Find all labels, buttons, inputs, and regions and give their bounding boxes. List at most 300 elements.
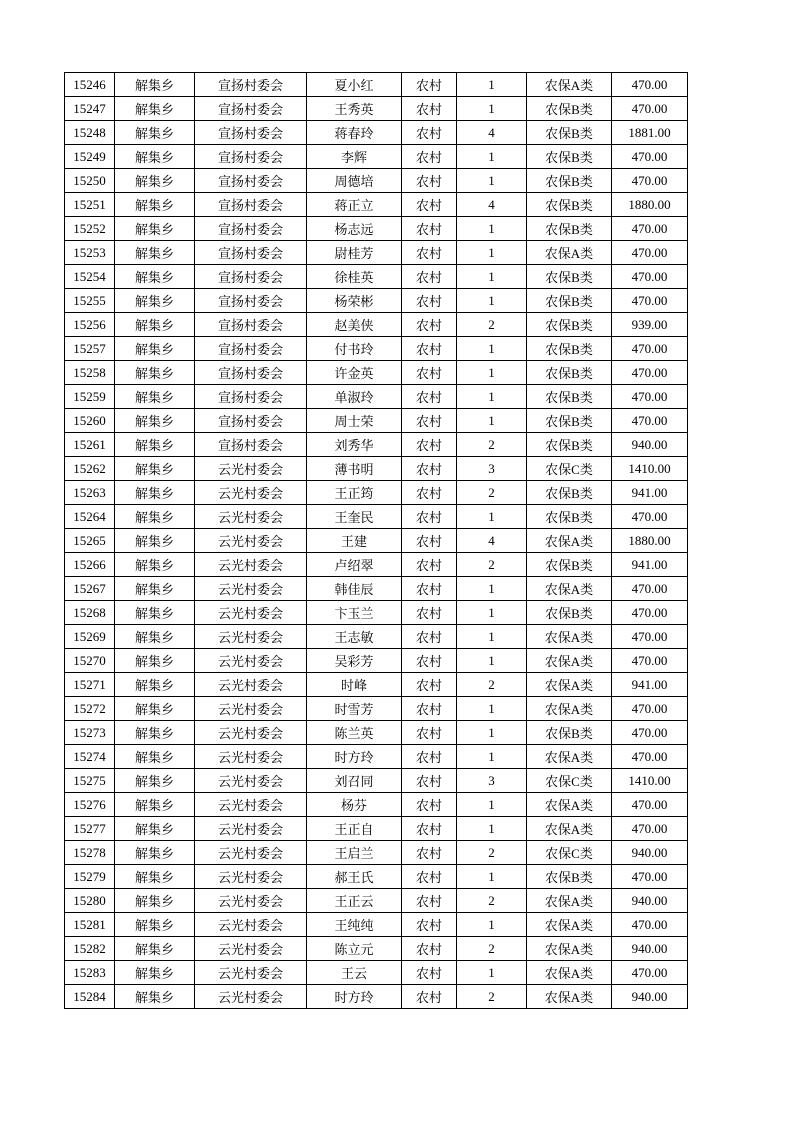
cell-committee: 云光村委会 — [195, 577, 307, 601]
cell-township: 解集乡 — [115, 577, 195, 601]
cell-id: 15250 — [65, 169, 115, 193]
table-row — [65, 745, 688, 769]
cell-name: 王云 — [307, 961, 402, 985]
cell-category: 农保B类 — [527, 553, 612, 577]
cell-id: 15284 — [65, 985, 115, 1009]
table-row — [65, 265, 688, 289]
cell-category: 农保A类 — [527, 985, 612, 1009]
cell-residence: 农村 — [402, 217, 457, 241]
cell-count: 1 — [457, 913, 527, 937]
cell-category: 农保A类 — [527, 937, 612, 961]
cell-amount: 470.00 — [612, 145, 688, 169]
cell-committee: 云光村委会 — [195, 673, 307, 697]
table-row — [65, 361, 688, 385]
cell-township: 解集乡 — [115, 529, 195, 553]
table-row — [65, 601, 688, 625]
cell-category: 农保B类 — [527, 865, 612, 889]
cell-category: 农保B类 — [527, 265, 612, 289]
cell-residence: 农村 — [402, 169, 457, 193]
cell-amount: 470.00 — [612, 97, 688, 121]
cell-amount: 470.00 — [612, 601, 688, 625]
cell-amount: 470.00 — [612, 745, 688, 769]
cell-name: 周德培 — [307, 169, 402, 193]
table-row — [65, 433, 688, 457]
cell-amount: 470.00 — [612, 913, 688, 937]
table-row — [65, 937, 688, 961]
cell-residence: 农村 — [402, 97, 457, 121]
cell-category: 农保A类 — [527, 529, 612, 553]
cell-residence: 农村 — [402, 889, 457, 913]
cell-township: 解集乡 — [115, 961, 195, 985]
cell-amount: 1880.00 — [612, 193, 688, 217]
cell-category: 农保C类 — [527, 457, 612, 481]
cell-id: 15262 — [65, 457, 115, 481]
cell-id: 15265 — [65, 529, 115, 553]
cell-residence: 农村 — [402, 673, 457, 697]
cell-id: 15274 — [65, 745, 115, 769]
cell-id: 15253 — [65, 241, 115, 265]
cell-id: 15273 — [65, 721, 115, 745]
cell-count: 1 — [457, 73, 527, 97]
cell-count: 1 — [457, 169, 527, 193]
cell-name: 王纯纯 — [307, 913, 402, 937]
cell-amount: 470.00 — [612, 409, 688, 433]
cell-township: 解集乡 — [115, 409, 195, 433]
cell-amount: 470.00 — [612, 625, 688, 649]
cell-category: 农保A类 — [527, 577, 612, 601]
cell-residence: 农村 — [402, 145, 457, 169]
cell-count: 1 — [457, 97, 527, 121]
table-row — [65, 481, 688, 505]
cell-committee: 云光村委会 — [195, 505, 307, 529]
table-row — [65, 865, 688, 889]
cell-committee: 宣扬村委会 — [195, 289, 307, 313]
cell-count: 1 — [457, 697, 527, 721]
table-row — [65, 841, 688, 865]
table-body — [65, 73, 688, 1009]
cell-amount: 470.00 — [612, 265, 688, 289]
cell-committee: 云光村委会 — [195, 793, 307, 817]
cell-category: 农保B类 — [527, 121, 612, 145]
cell-amount: 470.00 — [612, 169, 688, 193]
cell-count: 2 — [457, 985, 527, 1009]
table-row — [65, 889, 688, 913]
cell-residence: 农村 — [402, 937, 457, 961]
cell-township: 解集乡 — [115, 769, 195, 793]
cell-count: 1 — [457, 577, 527, 601]
cell-category: 农保B类 — [527, 601, 612, 625]
cell-name: 夏小红 — [307, 73, 402, 97]
cell-count: 1 — [457, 505, 527, 529]
cell-name: 王奎民 — [307, 505, 402, 529]
cell-id: 15256 — [65, 313, 115, 337]
cell-name: 杨芬 — [307, 793, 402, 817]
cell-id: 15272 — [65, 697, 115, 721]
cell-township: 解集乡 — [115, 217, 195, 241]
cell-name: 王秀英 — [307, 97, 402, 121]
cell-township: 解集乡 — [115, 553, 195, 577]
cell-residence: 农村 — [402, 481, 457, 505]
cell-count: 2 — [457, 481, 527, 505]
cell-count: 1 — [457, 241, 527, 265]
cell-amount: 470.00 — [612, 289, 688, 313]
cell-id: 15247 — [65, 97, 115, 121]
cell-residence: 农村 — [402, 193, 457, 217]
cell-committee: 云光村委会 — [195, 985, 307, 1009]
cell-committee: 宣扬村委会 — [195, 217, 307, 241]
cell-count: 4 — [457, 121, 527, 145]
cell-category: 农保A类 — [527, 625, 612, 649]
cell-residence: 农村 — [402, 505, 457, 529]
cell-category: 农保A类 — [527, 889, 612, 913]
table-row — [65, 289, 688, 313]
cell-count: 2 — [457, 553, 527, 577]
table-row — [65, 697, 688, 721]
cell-category: 农保A类 — [527, 697, 612, 721]
cell-name: 王志敏 — [307, 625, 402, 649]
cell-name: 王正云 — [307, 889, 402, 913]
cell-count: 1 — [457, 265, 527, 289]
cell-id: 15254 — [65, 265, 115, 289]
cell-category: 农保A类 — [527, 241, 612, 265]
cell-id: 15279 — [65, 865, 115, 889]
cell-count: 1 — [457, 409, 527, 433]
table-row — [65, 193, 688, 217]
cell-name: 吴彩芳 — [307, 649, 402, 673]
cell-committee: 云光村委会 — [195, 961, 307, 985]
cell-residence: 农村 — [402, 721, 457, 745]
cell-id: 15259 — [65, 385, 115, 409]
cell-township: 解集乡 — [115, 481, 195, 505]
cell-count: 1 — [457, 817, 527, 841]
cell-count: 1 — [457, 385, 527, 409]
table-row — [65, 145, 688, 169]
cell-amount: 470.00 — [612, 865, 688, 889]
cell-township: 解集乡 — [115, 265, 195, 289]
cell-id: 15269 — [65, 625, 115, 649]
cell-residence: 农村 — [402, 913, 457, 937]
cell-committee: 云光村委会 — [195, 817, 307, 841]
cell-id: 15246 — [65, 73, 115, 97]
cell-category: 农保A类 — [527, 649, 612, 673]
cell-committee: 宣扬村委会 — [195, 313, 307, 337]
table-row — [65, 529, 688, 553]
cell-amount: 470.00 — [612, 505, 688, 529]
cell-name: 杨志远 — [307, 217, 402, 241]
cell-committee: 云光村委会 — [195, 745, 307, 769]
cell-township: 解集乡 — [115, 289, 195, 313]
cell-category: 农保C类 — [527, 841, 612, 865]
cell-committee: 宣扬村委会 — [195, 73, 307, 97]
cell-amount: 470.00 — [612, 577, 688, 601]
cell-id: 15249 — [65, 145, 115, 169]
table-row — [65, 577, 688, 601]
table-row — [65, 625, 688, 649]
cell-amount: 941.00 — [612, 553, 688, 577]
table-row — [65, 769, 688, 793]
table-row — [65, 985, 688, 1009]
cell-count: 1 — [457, 961, 527, 985]
cell-name: 许金英 — [307, 361, 402, 385]
cell-category: 农保B类 — [527, 217, 612, 241]
cell-id: 15248 — [65, 121, 115, 145]
cell-count: 2 — [457, 433, 527, 457]
cell-township: 解集乡 — [115, 625, 195, 649]
cell-township: 解集乡 — [115, 145, 195, 169]
cell-name: 杨荣彬 — [307, 289, 402, 313]
cell-amount: 940.00 — [612, 937, 688, 961]
cell-amount: 470.00 — [612, 217, 688, 241]
cell-amount: 470.00 — [612, 817, 688, 841]
cell-category: 农保A类 — [527, 793, 612, 817]
cell-amount: 470.00 — [612, 73, 688, 97]
table-row — [65, 385, 688, 409]
cell-township: 解集乡 — [115, 361, 195, 385]
cell-residence: 农村 — [402, 793, 457, 817]
cell-name: 郝王氏 — [307, 865, 402, 889]
cell-count: 2 — [457, 937, 527, 961]
cell-amount: 940.00 — [612, 985, 688, 1009]
cell-township: 解集乡 — [115, 337, 195, 361]
cell-amount: 470.00 — [612, 961, 688, 985]
cell-count: 1 — [457, 745, 527, 769]
cell-residence: 农村 — [402, 361, 457, 385]
cell-residence: 农村 — [402, 241, 457, 265]
cell-count: 4 — [457, 193, 527, 217]
cell-committee: 宣扬村委会 — [195, 241, 307, 265]
cell-category: 农保B类 — [527, 313, 612, 337]
cell-residence: 农村 — [402, 553, 457, 577]
cell-name: 陈立元 — [307, 937, 402, 961]
cell-committee: 云光村委会 — [195, 889, 307, 913]
cell-category: 农保B类 — [527, 721, 612, 745]
cell-amount: 939.00 — [612, 313, 688, 337]
cell-id: 15277 — [65, 817, 115, 841]
cell-amount: 940.00 — [612, 841, 688, 865]
cell-township: 解集乡 — [115, 457, 195, 481]
cell-committee: 云光村委会 — [195, 529, 307, 553]
cell-name: 徐桂英 — [307, 265, 402, 289]
cell-category: 农保B类 — [527, 193, 612, 217]
cell-committee: 宣扬村委会 — [195, 409, 307, 433]
cell-id: 15275 — [65, 769, 115, 793]
cell-township: 解集乡 — [115, 385, 195, 409]
cell-township: 解集乡 — [115, 169, 195, 193]
cell-committee: 云光村委会 — [195, 457, 307, 481]
cell-amount: 470.00 — [612, 649, 688, 673]
cell-amount: 470.00 — [612, 793, 688, 817]
cell-name: 王建 — [307, 529, 402, 553]
cell-name: 蒋正立 — [307, 193, 402, 217]
cell-category: 农保B类 — [527, 337, 612, 361]
cell-name: 赵美侠 — [307, 313, 402, 337]
cell-id: 15271 — [65, 673, 115, 697]
cell-committee: 云光村委会 — [195, 769, 307, 793]
cell-amount: 470.00 — [612, 241, 688, 265]
cell-id: 15280 — [65, 889, 115, 913]
cell-committee: 云光村委会 — [195, 481, 307, 505]
cell-residence: 农村 — [402, 457, 457, 481]
cell-id: 15270 — [65, 649, 115, 673]
table-row — [65, 457, 688, 481]
cell-count: 2 — [457, 841, 527, 865]
cell-count: 1 — [457, 145, 527, 169]
cell-committee: 云光村委会 — [195, 865, 307, 889]
cell-name: 王正自 — [307, 817, 402, 841]
cell-committee: 宣扬村委会 — [195, 121, 307, 145]
cell-township: 解集乡 — [115, 649, 195, 673]
cell-name: 时方玲 — [307, 985, 402, 1009]
cell-name: 李辉 — [307, 145, 402, 169]
cell-township: 解集乡 — [115, 937, 195, 961]
cell-committee: 宣扬村委会 — [195, 433, 307, 457]
cell-count: 1 — [457, 337, 527, 361]
cell-category: 农保A类 — [527, 913, 612, 937]
cell-category: 农保C类 — [527, 769, 612, 793]
cell-name: 尉桂芳 — [307, 241, 402, 265]
cell-committee: 云光村委会 — [195, 841, 307, 865]
cell-category: 农保B类 — [527, 361, 612, 385]
cell-category: 农保B类 — [527, 145, 612, 169]
cell-committee: 云光村委会 — [195, 697, 307, 721]
table-row — [65, 553, 688, 577]
cell-id: 15257 — [65, 337, 115, 361]
table-row — [65, 313, 688, 337]
cell-id: 15276 — [65, 793, 115, 817]
cell-count: 4 — [457, 529, 527, 553]
cell-township: 解集乡 — [115, 745, 195, 769]
cell-township: 解集乡 — [115, 673, 195, 697]
cell-committee: 云光村委会 — [195, 625, 307, 649]
cell-category: 农保B类 — [527, 481, 612, 505]
cell-residence: 农村 — [402, 289, 457, 313]
cell-residence: 农村 — [402, 985, 457, 1009]
cell-count: 1 — [457, 289, 527, 313]
cell-id: 15266 — [65, 553, 115, 577]
cell-township: 解集乡 — [115, 433, 195, 457]
cell-township: 解集乡 — [115, 793, 195, 817]
cell-category: 农保B类 — [527, 505, 612, 529]
cell-count: 1 — [457, 217, 527, 241]
cell-name: 卞玉兰 — [307, 601, 402, 625]
cell-name: 时峰 — [307, 673, 402, 697]
cell-township: 解集乡 — [115, 193, 195, 217]
cell-township: 解集乡 — [115, 601, 195, 625]
cell-committee: 云光村委会 — [195, 601, 307, 625]
cell-name: 王正筠 — [307, 481, 402, 505]
cell-residence: 农村 — [402, 841, 457, 865]
cell-committee: 云光村委会 — [195, 721, 307, 745]
cell-residence: 农村 — [402, 265, 457, 289]
cell-residence: 农村 — [402, 433, 457, 457]
cell-committee: 云光村委会 — [195, 649, 307, 673]
table-row — [65, 241, 688, 265]
cell-count: 2 — [457, 313, 527, 337]
cell-name: 薄书明 — [307, 457, 402, 481]
cell-residence: 农村 — [402, 865, 457, 889]
cell-name: 时方玲 — [307, 745, 402, 769]
cell-category: 农保A类 — [527, 673, 612, 697]
cell-id: 15252 — [65, 217, 115, 241]
cell-township: 解集乡 — [115, 121, 195, 145]
cell-amount: 940.00 — [612, 889, 688, 913]
cell-amount: 1410.00 — [612, 457, 688, 481]
cell-id: 15261 — [65, 433, 115, 457]
cell-committee: 宣扬村委会 — [195, 385, 307, 409]
cell-name: 时雪芳 — [307, 697, 402, 721]
cell-id: 15283 — [65, 961, 115, 985]
cell-count: 1 — [457, 361, 527, 385]
cell-name: 蒋春玲 — [307, 121, 402, 145]
cell-category: 农保B类 — [527, 433, 612, 457]
cell-id: 15260 — [65, 409, 115, 433]
cell-residence: 农村 — [402, 337, 457, 361]
cell-amount: 470.00 — [612, 697, 688, 721]
cell-amount: 1881.00 — [612, 121, 688, 145]
subsidy-table — [64, 72, 688, 1009]
cell-committee: 宣扬村委会 — [195, 361, 307, 385]
cell-residence: 农村 — [402, 121, 457, 145]
cell-residence: 农村 — [402, 313, 457, 337]
table-row — [65, 913, 688, 937]
table-row — [65, 721, 688, 745]
cell-residence: 农村 — [402, 577, 457, 601]
table-row — [65, 673, 688, 697]
table-row — [65, 337, 688, 361]
cell-name: 韩佳辰 — [307, 577, 402, 601]
cell-name: 卢绍翠 — [307, 553, 402, 577]
cell-id: 15278 — [65, 841, 115, 865]
cell-township: 解集乡 — [115, 865, 195, 889]
cell-township: 解集乡 — [115, 817, 195, 841]
cell-count: 1 — [457, 721, 527, 745]
table-row — [65, 793, 688, 817]
cell-township: 解集乡 — [115, 97, 195, 121]
table-row — [65, 961, 688, 985]
table-row — [65, 73, 688, 97]
cell-count: 2 — [457, 889, 527, 913]
cell-category: 农保B类 — [527, 289, 612, 313]
cell-id: 15267 — [65, 577, 115, 601]
cell-committee: 宣扬村委会 — [195, 337, 307, 361]
table-row — [65, 217, 688, 241]
cell-amount: 470.00 — [612, 385, 688, 409]
cell-id: 15258 — [65, 361, 115, 385]
cell-category: 农保A类 — [527, 73, 612, 97]
cell-committee: 云光村委会 — [195, 553, 307, 577]
cell-amount: 940.00 — [612, 433, 688, 457]
cell-name: 刘秀华 — [307, 433, 402, 457]
cell-amount: 470.00 — [612, 361, 688, 385]
cell-township: 解集乡 — [115, 73, 195, 97]
cell-count: 3 — [457, 769, 527, 793]
cell-residence: 农村 — [402, 697, 457, 721]
cell-id: 15268 — [65, 601, 115, 625]
cell-township: 解集乡 — [115, 721, 195, 745]
cell-residence: 农村 — [402, 961, 457, 985]
cell-name: 单淑玲 — [307, 385, 402, 409]
cell-township: 解集乡 — [115, 985, 195, 1009]
table-row — [65, 505, 688, 529]
cell-residence: 农村 — [402, 769, 457, 793]
cell-id: 15282 — [65, 937, 115, 961]
cell-township: 解集乡 — [115, 505, 195, 529]
cell-residence: 农村 — [402, 409, 457, 433]
cell-id: 15263 — [65, 481, 115, 505]
cell-count: 1 — [457, 649, 527, 673]
cell-name: 王启兰 — [307, 841, 402, 865]
cell-township: 解集乡 — [115, 889, 195, 913]
